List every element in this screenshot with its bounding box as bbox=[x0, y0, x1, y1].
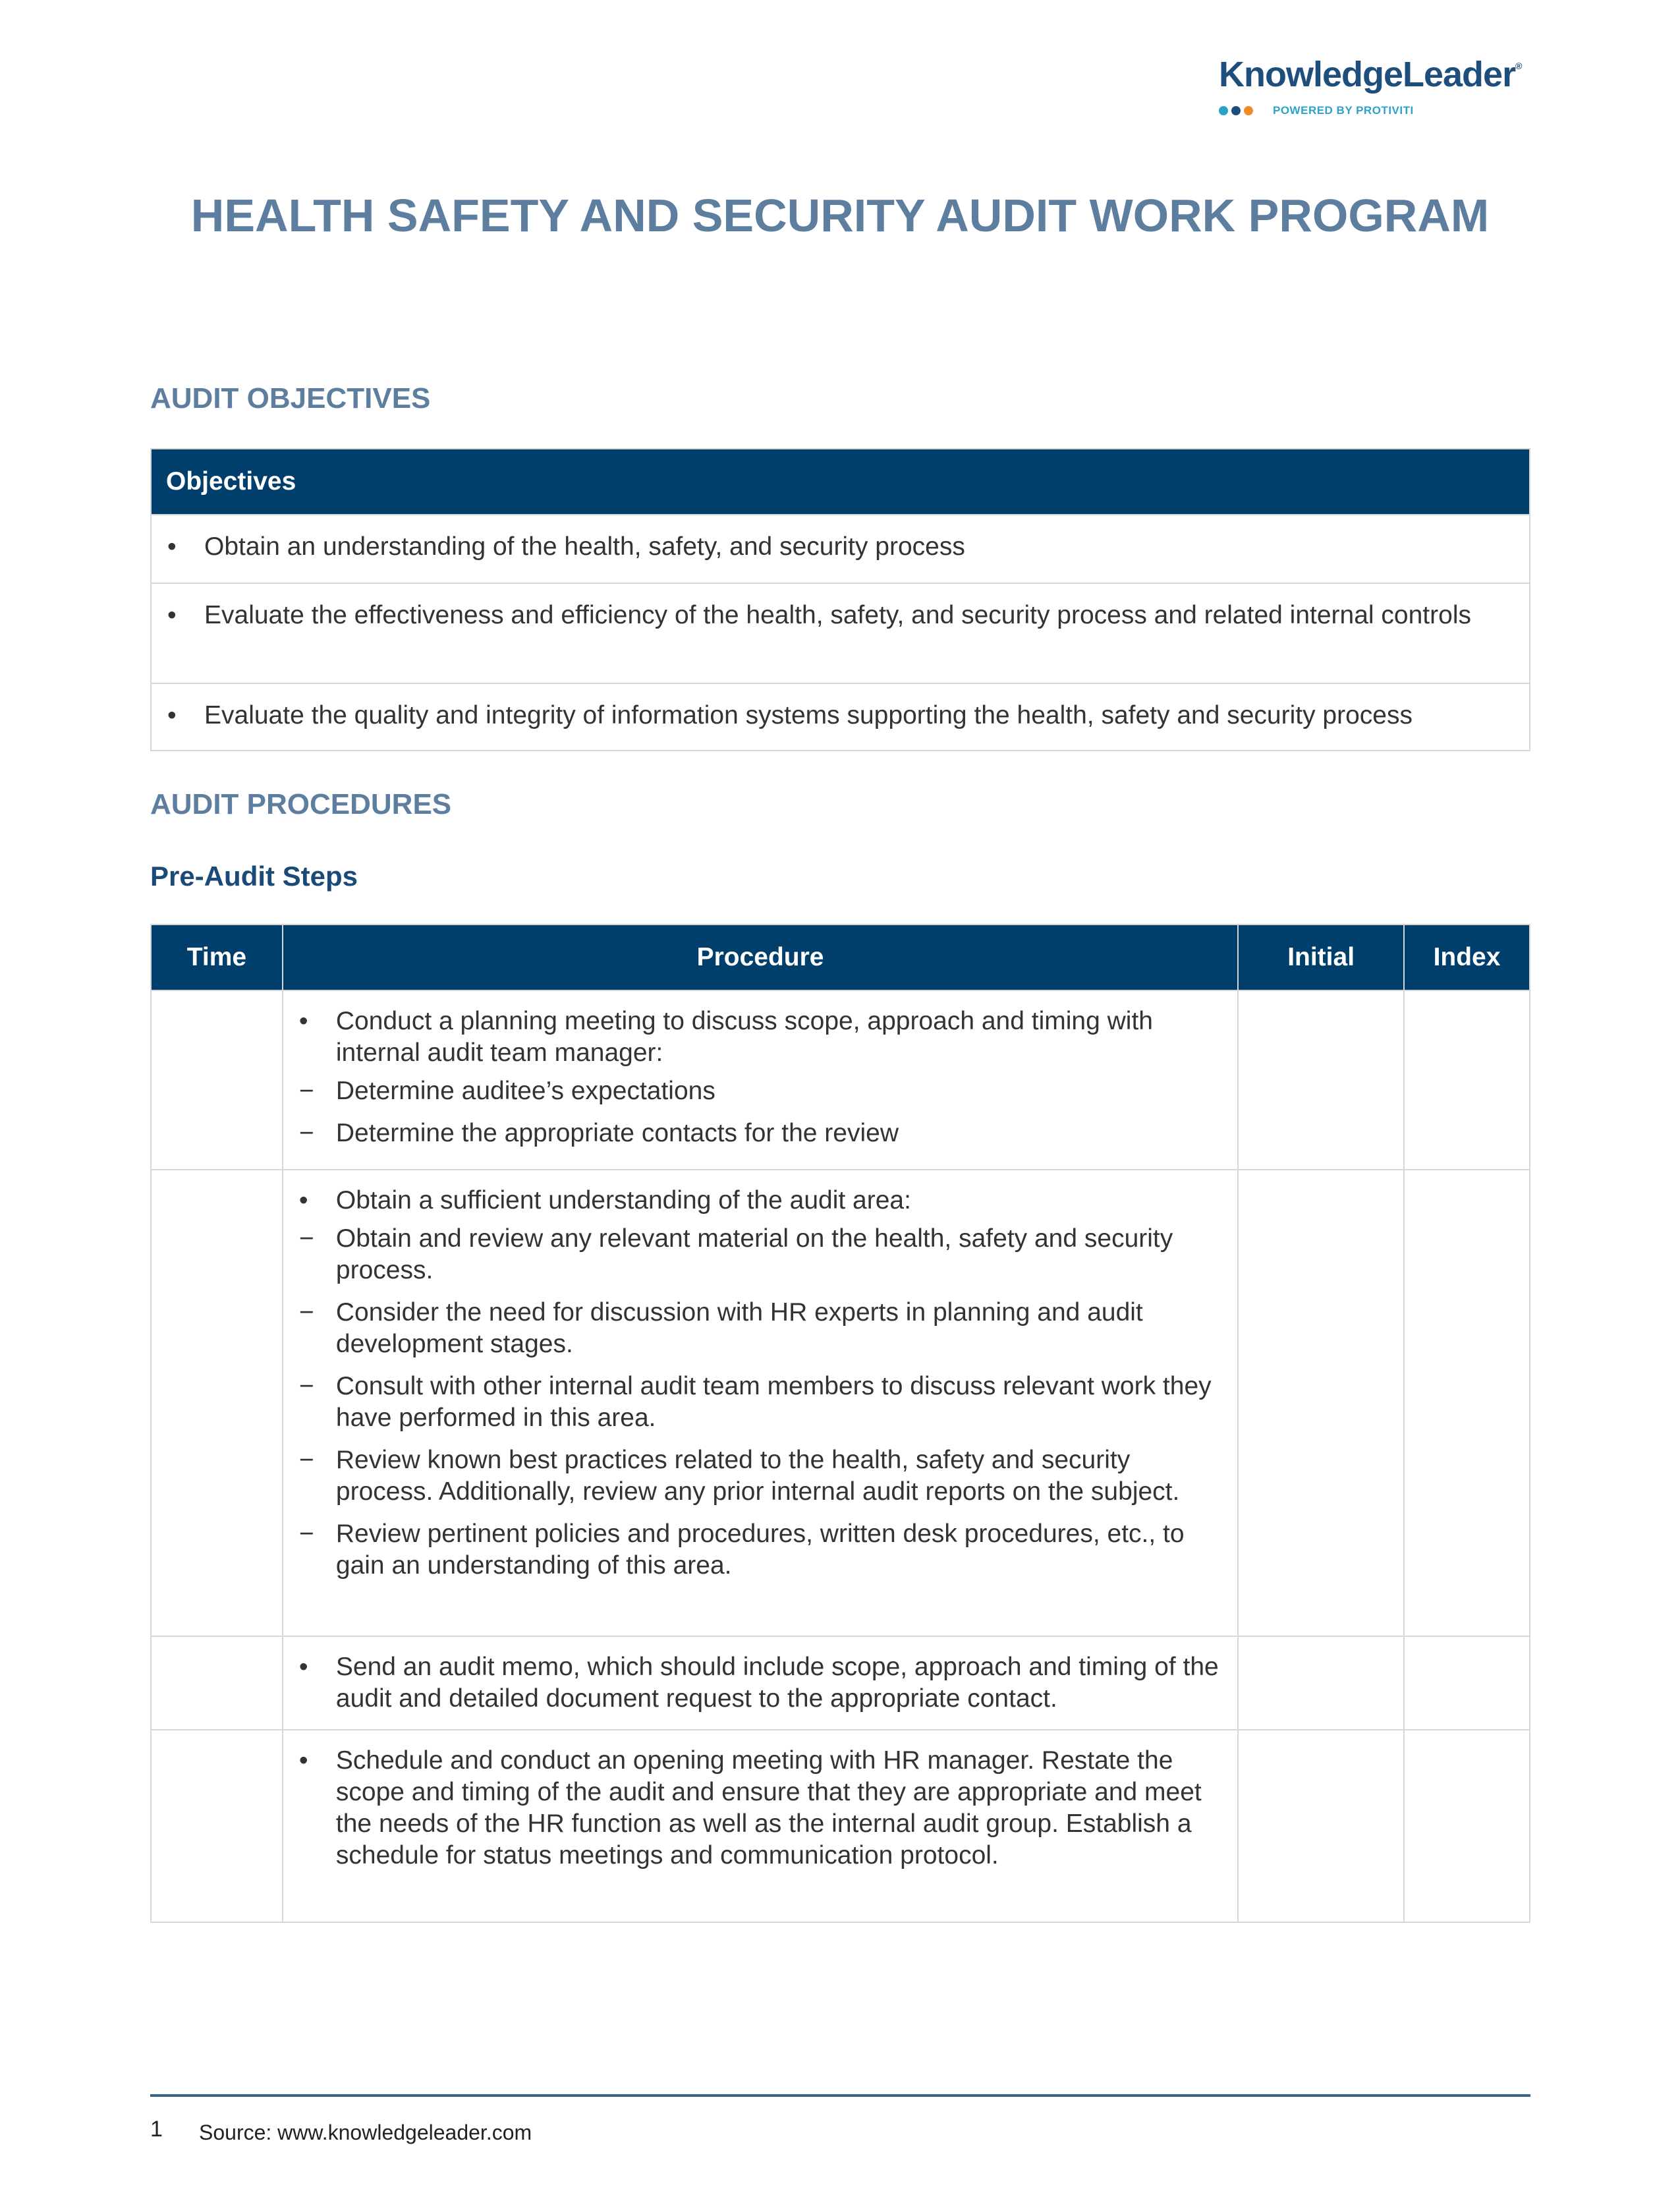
table-row bbox=[151, 1170, 1530, 1636]
logo-name: KnowledgeLeader bbox=[1219, 55, 1516, 94]
dash-marker: − bbox=[298, 1224, 314, 1253]
index-cell[interactable] bbox=[1404, 1170, 1530, 1636]
objective-text: Obtain an understanding of the health, safety, and security process bbox=[204, 532, 965, 561]
dash-marker: − bbox=[298, 1077, 314, 1105]
index-cell[interactable] bbox=[1404, 1730, 1530, 1922]
bullet-marker: • bbox=[167, 532, 177, 561]
dash-marker: − bbox=[298, 1372, 314, 1400]
procedure-subitem: Determine the appropriate contacts for the review bbox=[335, 1119, 899, 1147]
initial-cell[interactable] bbox=[1238, 990, 1404, 1170]
procedure-text: Conduct a planning meeting to discuss scope, approach and timing with internal audit team manager: bbox=[335, 1007, 1153, 1067]
dash-marker: − bbox=[298, 1520, 314, 1548]
column-header-procedure: Procedure bbox=[283, 925, 1238, 990]
logo-dot bbox=[1219, 106, 1228, 115]
dash-marker: − bbox=[298, 1298, 314, 1327]
bullet-marker: • bbox=[298, 1746, 308, 1775]
dash-marker: − bbox=[298, 1119, 314, 1147]
objective-text: Evaluate the effectiveness and efficiency of the health, safety, and security process and related internal controls bbox=[204, 601, 1471, 629]
procedures-table bbox=[150, 924, 1530, 1923]
procedure-subitem: Review known best practices related to the health, safety and security process. Additionally, review any prior internal audit reports on the subject. bbox=[335, 1446, 1180, 1506]
objective-text: Evaluate the quality and integrity of information systems supporting the health, safety and security process bbox=[204, 701, 1413, 729]
time-cell[interactable] bbox=[151, 990, 283, 1170]
table-row bbox=[151, 583, 1530, 683]
initial-cell[interactable] bbox=[1238, 1730, 1404, 1922]
procedure-subitem: Determine auditee’s expectations bbox=[335, 1077, 715, 1105]
bullet-marker: • bbox=[167, 601, 177, 629]
bullet-marker: • bbox=[167, 701, 177, 729]
procedure-subitem: Obtain and review any relevant material on the health, safety and security process. bbox=[335, 1224, 1173, 1284]
logo-dots-icon bbox=[1219, 106, 1253, 115]
dash-marker: − bbox=[298, 1446, 314, 1474]
table-row bbox=[151, 990, 1530, 1170]
column-header-time: Time bbox=[151, 925, 283, 990]
index-cell[interactable] bbox=[1404, 990, 1530, 1170]
knowledgeleader-logo bbox=[1219, 54, 1535, 120]
initial-cell[interactable] bbox=[1238, 1170, 1404, 1636]
logo-dot bbox=[1231, 106, 1241, 115]
bullet-marker: • bbox=[298, 1007, 308, 1035]
procedure-text: Obtain a sufficient understanding of the audit area: bbox=[335, 1186, 911, 1214]
table-row bbox=[151, 1730, 1530, 1922]
procedure-text: Send an audit memo, which should include scope, approach and timing of the audit and detailed document request to the appropriate contact. bbox=[335, 1653, 1219, 1713]
logo-tagline: POWERED BY PROTIVITI bbox=[1273, 104, 1414, 117]
table-row bbox=[151, 515, 1530, 583]
procedure-subitem: Review pertinent policies and procedures, written desk procedures, etc., to gain an understanding of this area. bbox=[335, 1520, 1185, 1580]
audit-objectives-heading: AUDIT OBJECTIVES bbox=[150, 382, 431, 414]
time-cell[interactable] bbox=[151, 1636, 283, 1730]
procedure-subitem: Consult with other internal audit team members to discuss relevant work they have performed in this area. bbox=[335, 1372, 1212, 1432]
procedure-subitem: Consider the need for discussion with HR experts in planning and audit development stages. bbox=[335, 1298, 1143, 1358]
time-cell[interactable] bbox=[151, 1170, 283, 1636]
table-row bbox=[151, 683, 1530, 751]
page-number: 1 bbox=[150, 2117, 163, 2142]
column-header-index: Index bbox=[1404, 925, 1530, 990]
table-row bbox=[151, 1636, 1530, 1730]
column-header-initial: Initial bbox=[1238, 925, 1404, 990]
objectives-header: Objectives bbox=[151, 449, 1530, 515]
initial-cell[interactable] bbox=[1238, 1636, 1404, 1730]
index-cell[interactable] bbox=[1404, 1636, 1530, 1730]
audit-procedures-heading: AUDIT PROCEDURES bbox=[150, 788, 452, 820]
bullet-marker: • bbox=[298, 1653, 308, 1681]
objectives-table bbox=[150, 448, 1530, 751]
time-cell[interactable] bbox=[151, 1730, 283, 1922]
footer-source: Source: www.knowledgeleader.com bbox=[199, 2121, 532, 2144]
bullet-marker: • bbox=[298, 1186, 308, 1214]
logo-registered-mark: ® bbox=[1515, 61, 1522, 71]
pre-audit-steps-heading: Pre-Audit Steps bbox=[150, 861, 358, 892]
procedure-text: Schedule and conduct an opening meeting with HR manager. Restate the scope and timing of the audit and ensure that they are appropriate and meet the needs of the HR function as well as the internal audit group. Establish a schedule for status meetings and communication protocol. bbox=[335, 1746, 1202, 1869]
footer-divider bbox=[150, 2094, 1530, 2097]
logo-dot bbox=[1244, 106, 1253, 115]
document-title: HEALTH SAFETY AND SECURITY AUDIT WORK PROGRAM bbox=[190, 190, 1490, 241]
